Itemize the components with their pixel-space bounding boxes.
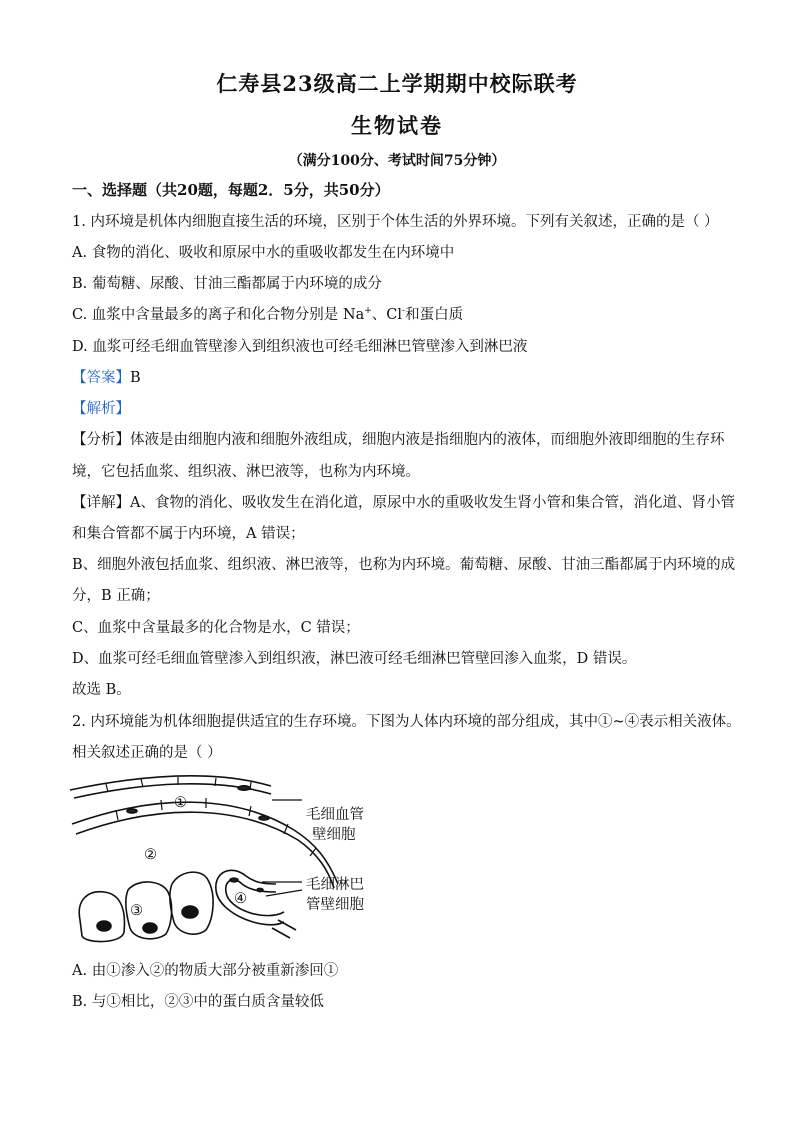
q1-detail-line4: 分，B 正确； xyxy=(72,588,160,604)
q1-detail-line3: B、细胞外液包括血浆、组织液、淋巴液等，也称为内环境。葡萄糖、尿酸、甘油三酯都属于内环境的成 xyxy=(72,557,736,573)
label-capillary-line2: 壁细胞 xyxy=(312,827,356,843)
diagram-svg xyxy=(66,772,386,950)
q2-option-a: A. 由①渗入②的物质大部分被重新渗回① xyxy=(72,963,339,979)
q1-option-c xyxy=(72,305,732,325)
q1-detail-line1 xyxy=(72,493,735,513)
section-heading: 一、选择题（共20题，每题2．5分，共50分） xyxy=(72,181,390,199)
capillary-inner-wall xyxy=(72,802,338,884)
label-lymph-line2: 管壁细胞 xyxy=(306,897,364,913)
q1-answer xyxy=(72,368,732,388)
analysis-tag: 【解析】 xyxy=(72,401,130,417)
detail-text-1: A、食物的消化、吸收发生在消化道，原尿中水的重吸收发生肾小管和集合管，消化道、肾小管 xyxy=(130,495,735,511)
detail-tag: 【详解】 xyxy=(72,495,130,511)
exam-subject: 生物试卷 xyxy=(351,113,443,138)
q1-fenxi-line2: 境，它包括血浆、组织液、淋巴液等，也称为内环境。 xyxy=(72,464,420,480)
label-lymph-line1: 毛细淋巴 xyxy=(306,877,364,893)
label-capillary-line1: 毛细血管 xyxy=(306,807,364,823)
internal-environment-diagram xyxy=(66,772,386,950)
lymph-capillary-outer xyxy=(216,870,284,925)
q1-option-c-sup1: + xyxy=(364,306,372,317)
label-fluid-2: ② xyxy=(144,847,157,863)
fenxi-text-1: 体液是由细胞内液和细胞外液组成，细胞内液是指细胞内的液体，而细胞外液即细胞的生存环 xyxy=(130,432,725,448)
q1-detail-line6: D、血浆可经毛细血管壁渗入到组织液，淋巴液可经毛细淋巴管壁回渗入血浆，D 错误。 xyxy=(72,651,637,667)
q2-stem-line2: 相关叙述正确的是（ ） xyxy=(72,745,222,761)
q1-option-a: A. 食物的消化、吸收和原尿中水的重吸收都发生在内环境中 xyxy=(72,245,455,261)
exam-title: 仁寿县23级高二上学期期中校际联考 xyxy=(216,71,578,96)
q1-option-b: B. 葡萄糖、尿酸、甘油三酯都属于内环境的成分 xyxy=(72,276,382,292)
q1-fenxi-line1 xyxy=(72,430,732,450)
lymph-capillary-end xyxy=(272,920,296,938)
label-fluid-4: ④ xyxy=(234,891,247,907)
exam-info: （满分100分、考试时间75分钟） xyxy=(288,153,506,169)
q1-detail-line2: 和集合管都不属于内环境，A 错误； xyxy=(72,526,305,542)
q1-option-c-post: 和蛋白质 xyxy=(405,307,464,323)
q1-option-d: D. 血浆可经毛细血管壁渗入到组织液也可经毛细淋巴管壁渗入到淋巴液 xyxy=(72,339,528,355)
label-fluid-1: ① xyxy=(174,795,187,811)
q1-conclusion: 故选 B。 xyxy=(72,682,131,698)
answer-value: B xyxy=(130,370,141,386)
answer-tag: 【答案】 xyxy=(72,370,130,386)
label-fluid-3: ③ xyxy=(130,903,143,919)
q1-analysis xyxy=(72,399,732,419)
q1-option-c-mid: 、Cl xyxy=(371,307,403,323)
q2-option-b: B. 与①相比，②③中的蛋白质含量较低 xyxy=(72,994,324,1010)
tissue-cell-3 xyxy=(170,872,213,934)
q1-detail-line5: C、血浆中含量最多的化合物是水，C 错误； xyxy=(72,620,360,636)
q1-option-c-sup2: - xyxy=(402,306,406,317)
q1-stem: 1. 内环境是机体内细胞直接生活的环境，区别于个体生活的外界环境。下列有关叙述，正确的是（ ） xyxy=(72,214,719,230)
q1-option-c-pre: C. 血浆中含量最多的离子和化合物分别是 Na xyxy=(72,307,365,323)
q2-stem-line1: 2. 内环境能为机体细胞提供适宜的生存环境。下图为人体内环境的部分组成，其中①~④表示相关液体。 xyxy=(72,714,741,730)
callout-line-lymph-2 xyxy=(266,890,302,896)
tissue-cell-1 xyxy=(79,892,124,942)
fenxi-tag: 【分析】 xyxy=(72,432,130,448)
